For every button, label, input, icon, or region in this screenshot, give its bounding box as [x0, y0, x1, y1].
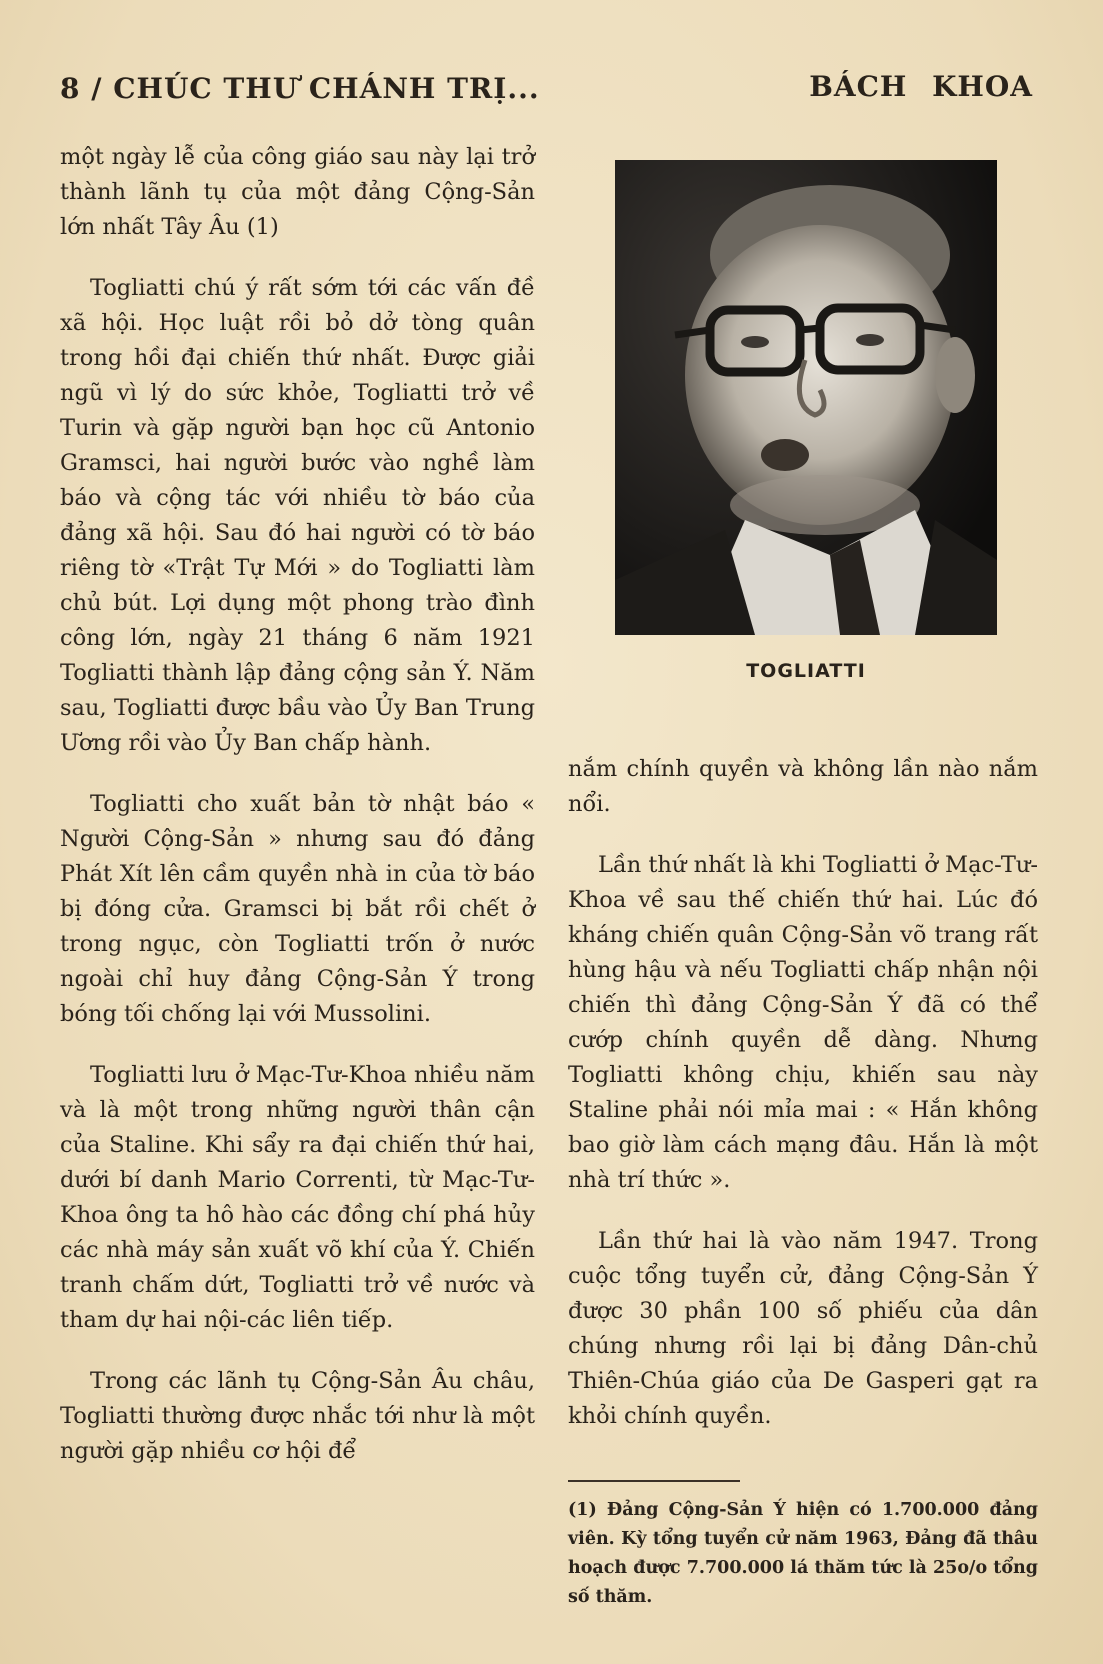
- footnote-divider: [568, 1480, 740, 1482]
- right-text-column: [568, 752, 1038, 1460]
- left-text-column: [60, 140, 535, 1495]
- paragraph: Togliatti lưu ở Mạc-Tư-Khoa nhiều năm và là một trong những người thân cận của Staline. Khi sẩy ra đại chiến thứ hai, dưới bí danh Mario Correnti, từ Mạc-Tư-Khoa ông ta hô hào các đồng chí phá hủy các nhà máy sản xuất võ khí của Ý. Chiến tranh chấm dứt, Togliatti trở về nước và tham dự hai nội-các liên tiếp.: [60, 1062, 535, 1333]
- portrait-photo: [615, 160, 997, 635]
- paragraph: Togliatti chú ý rất sớm tới các vấn đề xã hội. Học luật rồi bỏ dở tòng quân trong hồi đại chiến thứ nhất. Được giải ngũ vì lý do sức khỏe, Togliatti trở về Turin và gặp người bạn học cũ Antonio Gramsci, hai người bước vào nghề làm báo và cộng tác với nhiều tờ báo của đảng xã hội. Sau đó hai người có tờ báo riêng tờ «Trật Tự Mới » do Togliatti làm chủ bút. Lợi dụng một phong trào đình công lớn, ngày 21 tháng 6 năm 1921 Togliatti thành lập đảng cộng sản Ý. Năm sau, Togliatti được bầu vào Ủy Ban Trung Ương rồi vào Ủy Ban chấp hành.: [60, 275, 535, 756]
- paragraph: một ngày lễ của công giáo sau này lại trở thành lãnh tụ của một đảng Cộng-Sản lớn nhất Tây Âu (1): [60, 144, 535, 240]
- footnote: (1) Đảng Cộng-Sản Ý hiện có 1.700.000 đảng viên. Kỳ tổng tuyển cử năm 1963, Đảng đã thâu hoạch được 7.700.000 lá thăm tức là 25o/o tổng số thăm.: [568, 1500, 1038, 1607]
- portrait-image: [615, 160, 997, 635]
- running-header-left: 8 / CHÚC THƯ CHÁNH TRỊ...: [60, 72, 540, 105]
- running-header-right: BÁCH KHOA: [809, 70, 1033, 103]
- paragraph: Lần thứ hai là vào năm 1947. Trong cuộc tổng tuyển cử, đảng Cộng-Sản Ý được 30 phần 100 số phiếu của dân chúng nhưng rồi lại bị đảng Dân-chủ Thiên-Chúa giáo của De Gasperi gạt ra khỏi chính quyền.: [568, 1228, 1038, 1429]
- paragraph: Trong các lãnh tụ Cộng-Sản Âu châu, Togliatti thường được nhắc tới như là một người gặp nhiều cơ hội để: [60, 1368, 535, 1464]
- photo-caption: TOGLIATTI: [746, 660, 866, 682]
- paragraph: nắm chính quyền và không lần nào nắm nổi.: [568, 756, 1038, 817]
- paragraph: Togliatti cho xuất bản tờ nhật báo « Người Cộng-Sản » nhưng sau đó đảng Phát Xít lên cầm quyền nhà in của tờ báo bị đóng cửa. Gramsci bị bắt rồi chết ở trong ngục, còn Togliatti trốn ở nước ngoài chỉ huy đảng Cộng-Sản Ý trong bóng tối chống lại với Mussolini.: [60, 791, 535, 1027]
- paragraph: Lần thứ nhất là khi Togliatti ở Mạc-Tư-Khoa về sau thế chiến thứ hai. Lúc đó kháng chiến quân Cộng-Sản võ trang rất hùng hậu và nếu Togliatti chấp nhận nội chiến thì đảng Cộng-Sản Ý đã có thể cướp chính quyền dễ dàng. Nhưng Togliatti không chịu, khiến sau này Staline phải nói mỉa mai : « Hắn không bao giờ làm cách mạng đâu. Hắn là một nhà trí thức ».: [568, 852, 1038, 1193]
